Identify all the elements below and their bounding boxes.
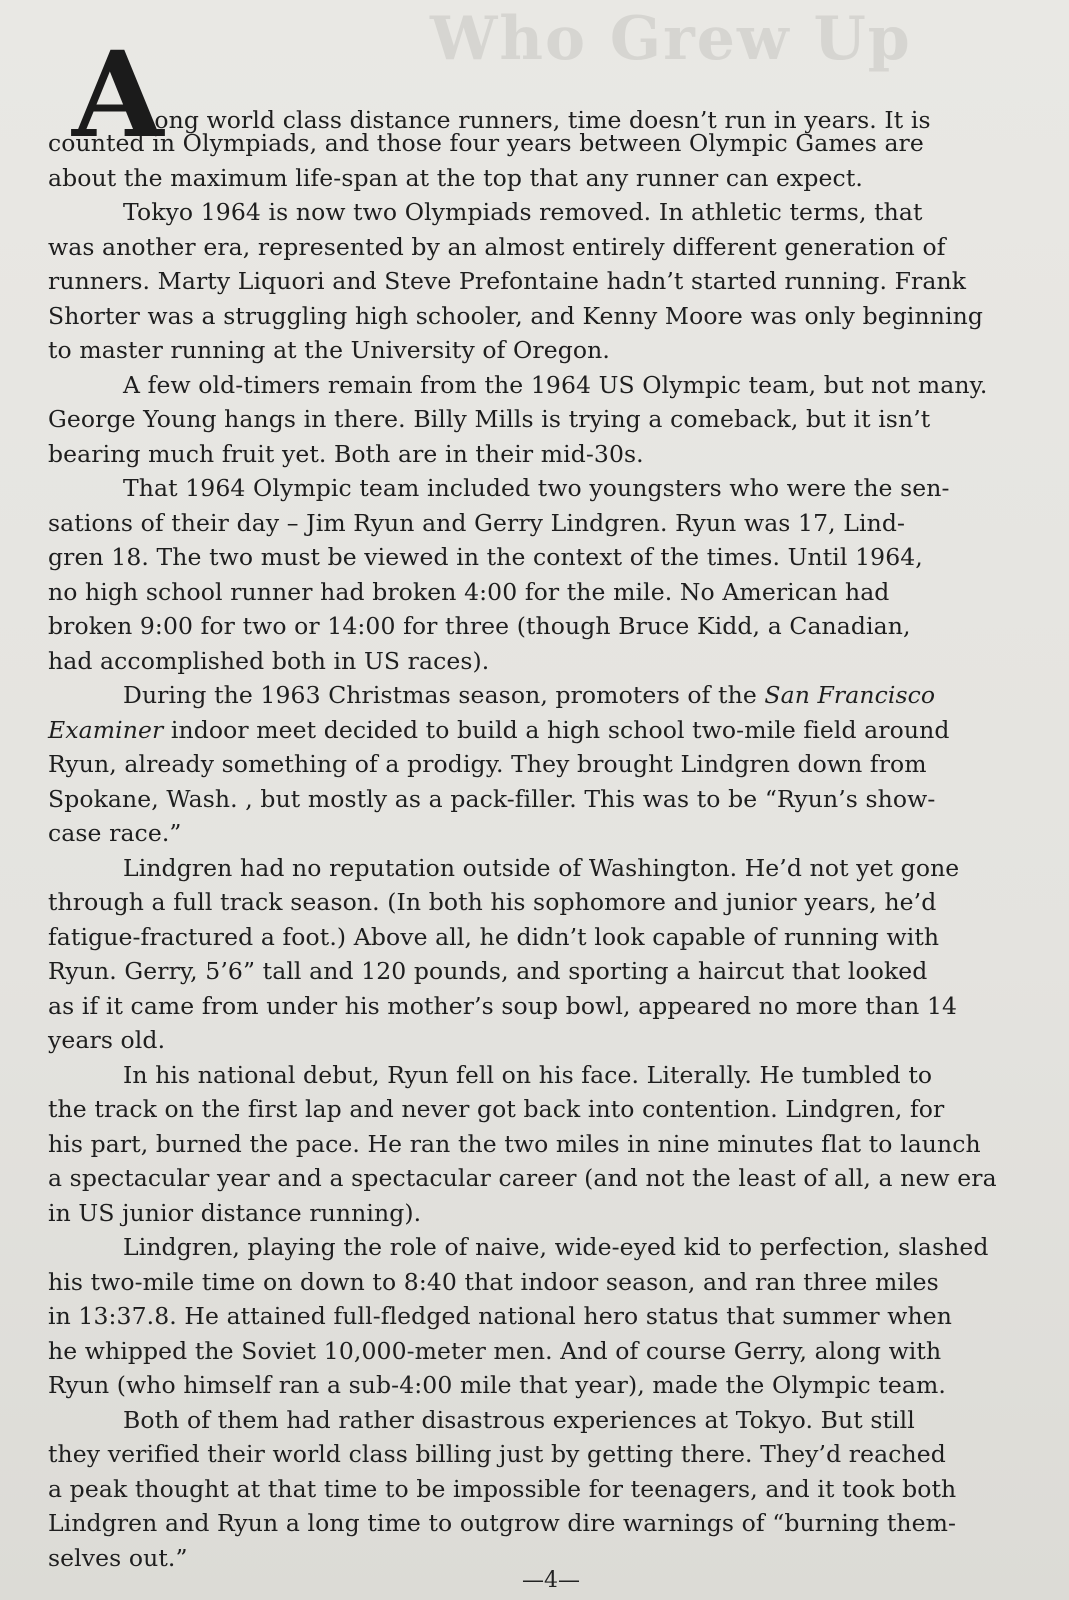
paragraph-start-line: Lindgren, playing the role of naive, wide-eyed kid to perfection, slashed — [123, 1233, 989, 1261]
text-line: they verified their world class billing just by getting there. They’d reached — [48, 1440, 946, 1468]
paragraph-start-line — [48, 678, 1033, 713]
text-line: the track on the first lap and never got back into contention. Lindgren, for — [48, 1095, 945, 1123]
paragraph-start-line: Tokyo 1964 is now two Olympiads removed. In athletic terms, that — [123, 198, 923, 226]
text-line: selves out.” — [48, 1543, 188, 1572]
drop-cap-letter: A — [72, 25, 164, 164]
paragraph-start-line: That 1964 Olympic team included two youngsters who were the sen- — [123, 474, 950, 502]
text-line — [48, 713, 1033, 748]
text-line: Lindgren and Ryun a long time to outgrow dire warnings of “burning them- — [48, 1509, 957, 1537]
text-line: Ryun. Gerry, 5’6” tall and 120 pounds, and sporting a haircut that looked — [48, 957, 928, 985]
text-line: in 13:37.8. He attained full-fledged national hero status that summer when — [48, 1302, 952, 1330]
text-line: in US junior distance running). — [48, 1198, 422, 1227]
paragraph-start-line: Both of them had rather disastrous experiences at Tokyo. But still — [123, 1405, 915, 1434]
text-line: he whipped the Soviet 10,000-meter men. And of course Gerry, along with — [48, 1336, 942, 1365]
text-line: broken 9:00 for two or 14:00 for three (though Bruce Kidd, a Canadian, — [48, 612, 911, 640]
paragraph-start-line: Lindgren had no reputation outside of Washington. He’d not yet gone — [123, 853, 960, 882]
text-line: gren 18. The two must be viewed in the context of the times. Until 1964, — [48, 543, 923, 571]
publication-name-italic: Examiner — [48, 715, 164, 744]
page-number: —4— — [522, 1568, 580, 1593]
text-line: a spectacular year and a spectacular career (and not the least of all, a new era — [48, 1164, 997, 1192]
text-line: case race.” — [48, 819, 182, 847]
show-through-heading: Who Grew Up — [430, 4, 912, 74]
text-line: George Young hangs in there. Billy Mills is trying a comeback, but it isn’t — [48, 405, 931, 433]
text-line: Ryun (who himself ran a sub-4:00 mile that year), made the Olympic team. — [48, 1371, 946, 1399]
text-line: Ryun, already something of a prodigy. They brought Lindgren down from — [48, 750, 927, 778]
text-line: Spokane, Wash. , but mostly as a pack-filler. This was to be “Ryun’s show- — [48, 784, 936, 813]
paragraph-start-line: A few old-timers remain from the 1964 US Olympic team, but not many. — [123, 370, 988, 399]
text-line: about the maximum life-span at the top that any runner can expect. — [48, 163, 863, 192]
text-line: runners. Marty Liquori and Steve Prefontaine hadn’t started running. Frank — [48, 267, 967, 295]
text-line: was another era, represented by an almost entirely different generation of — [48, 232, 946, 261]
text-line: to master running at the University of Oregon. — [48, 336, 610, 364]
text-line: sations of their day – Jim Ryun and Gerry Lindgren. Ryun was 17, Lind- — [48, 508, 906, 537]
text-line: a peak thought at that time to be impossible for teenagers, and it took both — [48, 1474, 957, 1503]
text-line: mong world class distance runners, time doesn’t run in years. It is — [132, 106, 931, 134]
text-line: no high school runner had broken 4:00 for the mile. No American had — [48, 577, 890, 606]
text-line: his part, burned the pace. He ran the two miles in nine minutes flat to launch — [48, 1129, 981, 1158]
text-line: his two-mile time on down to 8:40 that indoor season, and ran three miles — [48, 1267, 939, 1296]
text-segment: During the 1963 Christmas season, promoters of the — [123, 681, 765, 709]
text-line: had accomplished both in US races). — [48, 646, 490, 675]
text-segment: indoor meet decided to build a high school two-mile field around — [163, 715, 950, 744]
paragraph-start-line: In his national debut, Ryun fell on his face. Literally. He tumbled to — [123, 1060, 933, 1089]
text-line: as if it came from under his mother’s soup bowl, appeared no more than 14 — [48, 991, 958, 1020]
text-line: years old. — [48, 1026, 166, 1054]
text-line: fatigue-fractured a foot.) Above all, he didn’t look capable of running with — [48, 922, 940, 951]
publication-name-italic: San Francisco — [764, 681, 936, 709]
text-line: Shorter was a struggling high schooler, and Kenny Moore was only beginning — [48, 301, 983, 330]
article-body — [48, 25, 1033, 1575]
text-line: counted in Olympiads, and those four years between Olympic Games are — [48, 129, 924, 157]
text-line: bearing much fruit yet. Both are in their mid-30s. — [48, 439, 644, 468]
text-line: through a full track season. (In both his sophomore and junior years, he’d — [48, 888, 937, 916]
